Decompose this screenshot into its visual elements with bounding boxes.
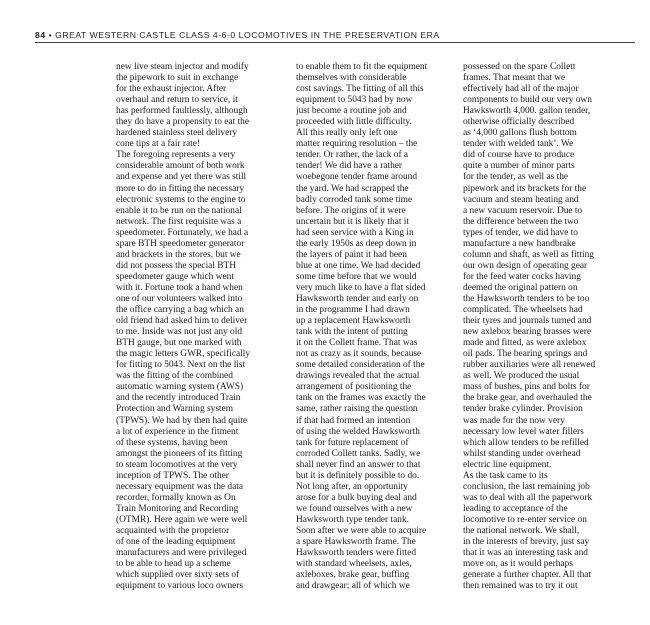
text-line: to enable them to fit the equipment xyxy=(296,62,428,72)
text-line: necessary low level water fillers xyxy=(463,426,584,437)
text-line: which allow tenders to be refilled xyxy=(463,437,589,448)
text-line: complicated. The wheelsets had xyxy=(463,305,583,316)
text-line: effectively had all of the major xyxy=(463,84,579,95)
text-line: proceeded with little difficulty. xyxy=(296,117,412,128)
text-column-2 xyxy=(296,62,453,592)
text-line: did not possess the special BTH xyxy=(116,260,237,271)
text-line: not as crazy as it sounds, because xyxy=(296,349,422,360)
text-line: locomotive to re-enter service on xyxy=(463,514,587,525)
text-line: quite a number of minor parts xyxy=(463,161,575,172)
text-line: a new vacuum reservoir. Due to xyxy=(463,205,583,216)
running-title: GREAT WESTERN CASTLE CLASS 4-6-0 LOCOMOTIVES IN THE PRESERVATION ERA xyxy=(55,30,440,40)
text-line: and expense and yet there was still xyxy=(116,172,247,183)
text-line: some time before that we would xyxy=(296,271,417,282)
text-line: they do have a propensity to eat the xyxy=(116,117,250,128)
text-line: our own design of operating gear xyxy=(463,260,588,271)
text-line: arrangement of positioning the xyxy=(296,382,412,393)
text-line: did of course have to produce xyxy=(463,150,575,161)
text-line: new live steam injector and modify xyxy=(116,62,249,72)
text-line: tender! We did have a rather xyxy=(296,161,403,172)
text-line: tender with welded tank’. We xyxy=(463,139,574,150)
text-line: in the interests of brevity, just say xyxy=(463,537,590,548)
text-line: acquainted with the proprietor xyxy=(116,525,230,536)
header-rule xyxy=(35,42,635,43)
text-line: was made for the now very xyxy=(463,415,565,426)
text-line: woebegone tender frame around xyxy=(296,172,418,183)
text-line: new axlebox bearing brasses were xyxy=(463,327,592,338)
text-line: made and fitted, as were axlebox xyxy=(463,338,587,349)
text-line: enable it to be run on the national xyxy=(116,205,242,216)
text-line: the Hawksworth tenders to be too xyxy=(463,293,590,304)
text-line: Hawksworth type tender tank. xyxy=(296,514,409,525)
text-line: whilst standing under overhead xyxy=(463,448,581,459)
text-line: equipment to various loco owners xyxy=(116,581,244,592)
text-line: otherwise officially described xyxy=(463,117,575,128)
text-line: to be able to head up a scheme xyxy=(116,559,231,570)
text-line: leading to acceptance of the xyxy=(463,503,568,514)
text-line: the national network. We shall, xyxy=(463,525,580,536)
text-line: the pipework to suit in exchange xyxy=(116,73,239,84)
text-line: types of tender, we did have to xyxy=(463,227,578,238)
text-line: tank on the frames was exactly the xyxy=(296,393,426,404)
text-line: possessed on the spare Collett xyxy=(463,62,576,72)
text-line: their tyres and journals turned and xyxy=(463,316,592,327)
text-line: Soon after we were able to acquire xyxy=(296,525,427,536)
text-line: for the tender, as well as the xyxy=(463,172,569,183)
text-line: for the feed water cocks having xyxy=(463,271,581,282)
text-line: as well. We produced the usual xyxy=(463,371,580,382)
text-line: the brake gear, and overhauled the xyxy=(463,393,592,404)
text-line: had seen service with a King in xyxy=(296,227,414,238)
text-line: the layers of paint it had been xyxy=(296,249,407,260)
text-line: which supplied over sixty sets of xyxy=(116,570,240,581)
text-line: more to do in fitting the necessary xyxy=(116,183,245,194)
text-line: hardened stainless steel delivery xyxy=(116,128,238,139)
text-line: and brackets in the stores, but we xyxy=(116,249,241,260)
text-line: components to build our very own xyxy=(463,95,592,106)
text-line: up a replacement Hawksworth xyxy=(296,316,411,327)
text-line: Hawksworth tenders were fitted xyxy=(296,548,417,559)
text-line: vacuum and steam heating and xyxy=(463,194,579,205)
text-line: a lot of experience in the fitment xyxy=(116,426,239,437)
text-line: rubber auxiliaries were all renewed xyxy=(463,360,596,371)
text-line: As the task came to its xyxy=(463,470,548,481)
text-line: The foregoing represents a very xyxy=(116,150,236,161)
text-line: of one of the leading equipment xyxy=(116,537,236,548)
text-line: generate a further chapter. All that xyxy=(463,570,592,581)
text-line: Hawksworth 4,000. gallon tender, xyxy=(463,106,591,117)
text-line: pipework and its brackets for the xyxy=(463,183,587,194)
text-line: for fitting to 5043. Next on the list xyxy=(116,360,246,371)
text-line: as ‘4,000 gallons flush bottom xyxy=(463,128,577,139)
text-line: equipment to 5043 had by now xyxy=(296,95,413,106)
text-line: matter requiring resolution – the xyxy=(296,139,418,150)
text-line: tender brake cylinder. Provision xyxy=(463,404,583,415)
text-line: spare BTH speedometer generator xyxy=(116,238,245,249)
text-line: Train Monitoring and Recording xyxy=(116,503,239,514)
text-line: shall never find an answer to that xyxy=(296,459,421,470)
text-line: amongst the pioneers of its fitting xyxy=(116,448,243,459)
text-line: conclusion, the last remaining job xyxy=(463,481,590,492)
text-line: arose for a bulk buying deal and xyxy=(296,492,417,503)
text-line: themselves with considerable xyxy=(296,73,407,84)
text-line: BTH gauge, but one marked with xyxy=(116,338,242,349)
text-line: for the exhaust injector. After xyxy=(116,84,227,95)
text-line: mass of bushes, pins and bolts for xyxy=(463,382,590,393)
text-line: uncertain but it is likely that it xyxy=(296,216,409,227)
text-line: the yard. We had scrapped the xyxy=(296,183,409,194)
text-line: move on, as it would perhaps xyxy=(463,559,573,570)
text-line: Hawksworth tender and early on xyxy=(296,293,419,304)
text-line: was to deal with all the paperwork xyxy=(463,492,593,503)
text-line: the magic letters GWR, specifically xyxy=(116,349,251,360)
text-column-3 xyxy=(463,62,620,592)
text-line: overhaul and return to service, it xyxy=(116,95,238,106)
text-line: then remained was to try it out xyxy=(463,581,578,592)
text-line: Not long after, an opportunity xyxy=(296,481,408,492)
text-line: cost savings. The fitting of all this xyxy=(296,84,424,95)
text-line: tank for future replacement of xyxy=(296,437,409,448)
text-line: oil pads. The bearing springs and xyxy=(463,349,588,360)
text-line: corroded Collett tanks. Sadly, we xyxy=(296,448,421,459)
text-line: All this really only left one xyxy=(296,128,398,139)
text-line: necessary equipment was the data xyxy=(116,481,244,492)
text-line: that it was an interesting task and xyxy=(463,548,588,559)
text-line: the office carrying a bag which an xyxy=(116,305,244,316)
text-line: manufacture a new handbrake xyxy=(463,238,576,249)
text-line: and the recently introduced Train xyxy=(116,393,241,404)
text-line: electronic systems to the engine to xyxy=(116,194,246,205)
text-line: just become a routine job and xyxy=(296,106,407,117)
text-line: column and shaft, as well as fitting xyxy=(463,249,594,260)
text-line: we found ourselves with a new xyxy=(296,503,413,514)
text-line: but it is definitely possible to do. xyxy=(296,470,420,481)
text-line: the early 1950s as deep down in xyxy=(296,238,417,249)
text-line: network. The first requisite was a xyxy=(116,216,242,227)
text-line: drawings revealed that the actual xyxy=(296,371,420,382)
text-line: was the fitting of the combined xyxy=(116,371,233,382)
text-line: very much like to have a flat sided xyxy=(296,282,426,293)
text-line: frames. That meant that we xyxy=(463,73,566,84)
text-line: electric line equipment. xyxy=(463,459,552,470)
text-line: badly corroded tank some time xyxy=(296,194,413,205)
text-line: speedometer gauge which went xyxy=(116,271,234,282)
text-line: and drawgear; all of which we xyxy=(296,581,410,592)
text-line: considerable amount of both work xyxy=(116,161,245,172)
text-line: automatic warning system (AWS) xyxy=(116,382,244,393)
text-line: with it. Fortune took a hand when xyxy=(116,282,243,293)
text-line: if that had formed an intention xyxy=(296,415,411,426)
text-line: tender. Or rather, the lack of a xyxy=(296,150,409,161)
page-number: 84 xyxy=(35,30,46,40)
text-line: cone tips at a fair rate! xyxy=(116,139,201,150)
text-line: manufacturers and were privileged xyxy=(116,548,247,559)
text-line: with standard wheelsets, axles, xyxy=(296,559,412,570)
text-line: axleboxes, brake gear, buffing xyxy=(296,570,410,581)
text-line: (TPWS). We had by then had quite xyxy=(116,415,248,426)
text-line: a spare Hawksworth frame. The xyxy=(296,537,416,548)
text-line: same, rather raising the question xyxy=(296,404,418,415)
text-line: some detailed consideration of the xyxy=(296,360,425,371)
text-line: the difference between the two xyxy=(463,216,579,227)
text-line: inception of TPWS. The other xyxy=(116,470,229,481)
text-line: recorder, formally known as On xyxy=(116,492,236,503)
text-line: to me. Inside was not just any old xyxy=(116,327,243,338)
text-line: (OTMR). Here again we were well xyxy=(116,514,248,525)
text-line: of these systems, having been xyxy=(116,437,228,448)
text-line: one of our volunteers walked into xyxy=(116,293,243,304)
text-line: before. The origins of it were xyxy=(296,205,406,216)
text-line: tank with the intent of putting xyxy=(296,327,408,338)
text-line: deemed the original pattern on xyxy=(463,282,578,293)
text-line: old friend had asked him to deliver xyxy=(116,316,248,327)
text-line: speedometer. Fortunately, we had a xyxy=(116,227,249,238)
text-column-1 xyxy=(116,62,273,592)
text-line: it on the Collett frame. That was xyxy=(296,338,418,349)
running-header xyxy=(35,30,635,40)
text-line: in the programme I had drawn xyxy=(296,305,410,316)
header-separator: • xyxy=(48,30,53,40)
text-line: to steam locomotives at the very xyxy=(116,459,238,470)
text-line: blue at one time. We had decided xyxy=(296,260,421,271)
text-line: Protection and Warning system xyxy=(116,404,234,415)
text-line: has performed faultlessly, although xyxy=(116,106,248,117)
text-line: of using the welded Hawksworth xyxy=(296,426,420,437)
